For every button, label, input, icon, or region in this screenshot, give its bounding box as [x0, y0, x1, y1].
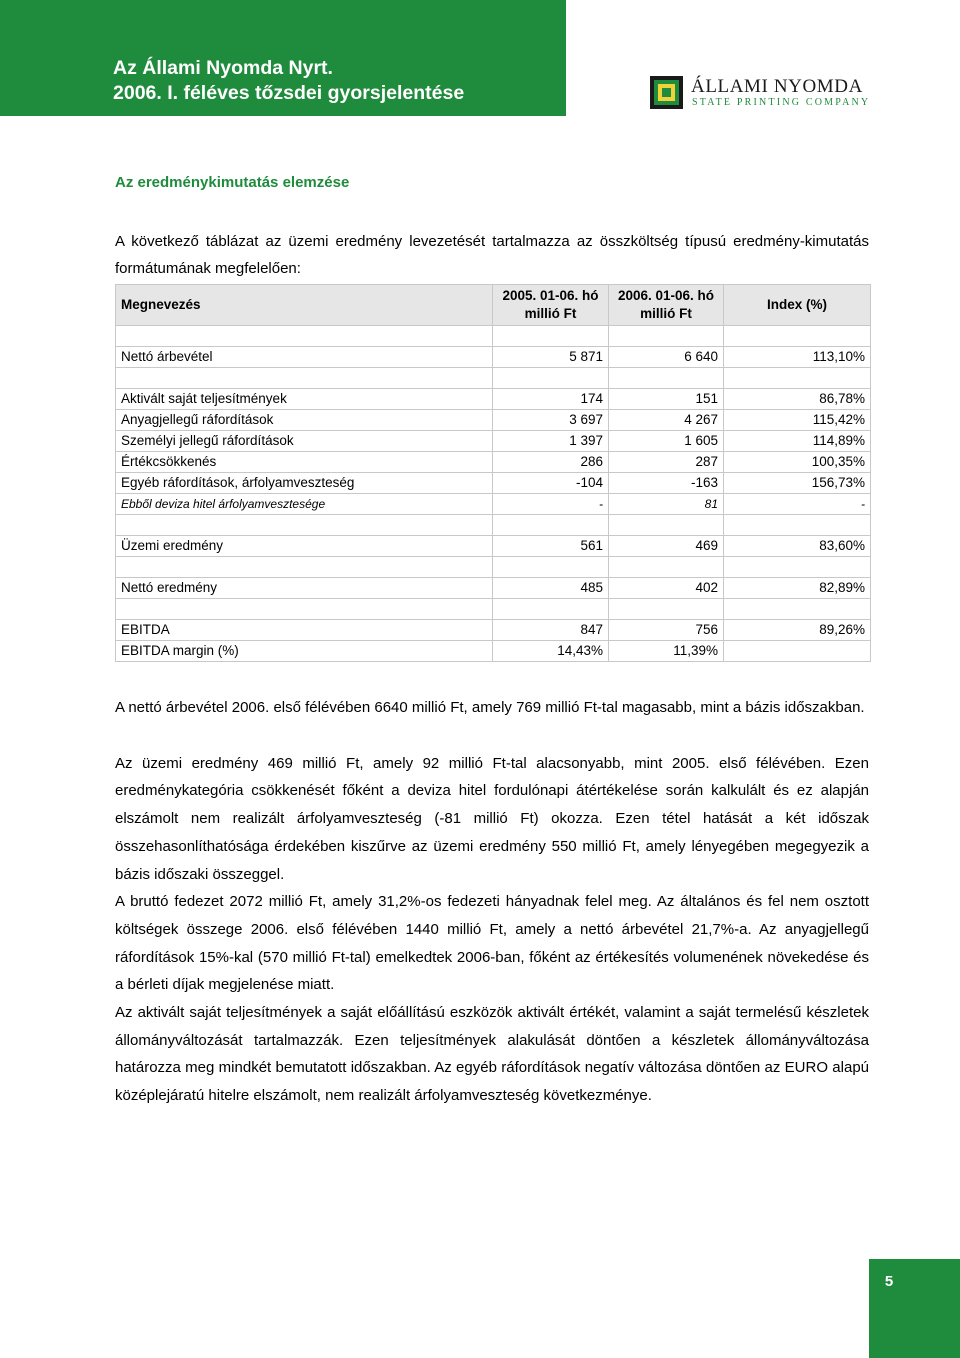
value-2005: 847	[493, 620, 609, 641]
row-label: Üzemi eredmény	[116, 536, 493, 557]
value-2005: 485	[493, 578, 609, 599]
value-index	[724, 641, 871, 662]
header-2005-unit: millió Ft	[524, 306, 577, 321]
row-label: EBITDA margin (%)	[116, 641, 493, 662]
value-index: 89,26%	[724, 620, 871, 641]
paragraph-own-work: Az aktivált saját teljesítmények a saját előállítású eszközök aktivált értékét, valamint a saját termelésű készletek állományváltozását tartalmazzák. Ezen teljesítmények alakulását döntően a készletek állományváltozása határozza meg mindkét bemutatott időszakban. Az egyéb ráfordítások negatív változása döntően az EURO alapú középlejáratú hitelre elszámolt, nem realizált árfolyamveszteség következménye.	[115, 1004, 869, 1105]
table-row	[116, 578, 871, 599]
intro-paragraph: A következő táblázat az üzemi eredmény levezetését tartalmazza az összköltség típusú eredmény-kimutatás formátumának megfelelően:	[115, 233, 869, 277]
income-statement-table-wrapper	[115, 284, 870, 662]
header-band	[0, 0, 566, 116]
value-2005: -	[493, 494, 609, 515]
row-label: Aktivált saját teljesítmények	[116, 389, 493, 410]
header-title	[113, 56, 464, 106]
value-index: -	[724, 494, 871, 515]
value-2005: 3 697	[493, 410, 609, 431]
logo-subtitle: STATE PRINTING COMPANY	[692, 97, 871, 108]
row-label: EBITDA	[116, 620, 493, 641]
value-index: 156,73%	[724, 473, 871, 494]
header-2005	[493, 285, 609, 326]
header-index: Index (%)	[724, 285, 871, 326]
income-statement-table	[115, 284, 871, 662]
value-2006: 4 267	[609, 410, 724, 431]
table-row	[116, 389, 871, 410]
value-index: 115,42%	[724, 410, 871, 431]
header-name: Megnevezés	[116, 285, 493, 326]
value-index: 83,60%	[724, 536, 871, 557]
value-index: 100,35%	[724, 452, 871, 473]
table-row	[116, 473, 871, 494]
value-2005: 5 871	[493, 347, 609, 368]
table-header-row	[116, 285, 871, 326]
value-index: 82,89%	[724, 578, 871, 599]
value-2005: 286	[493, 452, 609, 473]
paragraph-gross-margin: A bruttó fedezet 2072 millió Ft, amely 31,2%-os fedezeti hányadnak felel meg. Az általános és fel nem osztott költségek összege 2006. első félévében 1440 millió Ft, amely a nettó árbevétel 21,7%-a. Az anyagjellegű ráfordítások 15%-kal (570 millió Ft-tal) emelkedtek 2006-ban, főként az értékesítés volumenének növekedése és a bérleti díjak megjelenése miatt.	[115, 893, 869, 994]
value-index: 113,10%	[724, 347, 871, 368]
value-2005: 1 397	[493, 431, 609, 452]
value-2005: 14,43%	[493, 641, 609, 662]
spacer-row	[116, 326, 871, 347]
value-index: 114,89%	[724, 431, 871, 452]
value-2006: 151	[609, 389, 724, 410]
value-2006: 81	[609, 494, 724, 515]
row-label: Személyi jellegű ráfordítások	[116, 431, 493, 452]
table-row	[116, 452, 871, 473]
paragraph-operating-result: Az üzemi eredmény 469 millió Ft, amely 92 millió Ft-tal alacsonyabb, mint 2005. első félévében. Ezen eredménykategória csökkenését főként a deviza hitel fordulónapi átértékelése során kalkulált és ez alapján elszámolt nem realizált árfolyamveszteség (-81 millió Ft) okozza. Ezen tétel hatását a két időszak összehasonlíthatósága érdekében kiszűrve az üzemi eredmény 550 millió Ft, amely lényegében megegyezik a bázis időszaki összeggel.	[115, 754, 869, 883]
value-2006: 756	[609, 620, 724, 641]
header-2006-unit: millió Ft	[640, 306, 692, 321]
value-2006: 469	[609, 536, 724, 557]
spacer-row	[116, 557, 871, 578]
value-2006: 6 640	[609, 347, 724, 368]
spacer-row	[116, 368, 871, 389]
section-title: Az eredménykimutatás elemzése	[115, 174, 350, 191]
row-label: Nettó árbevétel	[116, 347, 493, 368]
row-label: Értékcsökkenés	[116, 452, 493, 473]
table-row	[116, 494, 871, 515]
row-label: Ebből deviza hitel árfolyamvesztesége	[116, 494, 493, 515]
logo-name: ÁLLAMI NYOMDA	[691, 76, 863, 97]
page-number-band	[869, 1259, 960, 1358]
header-2006-period: 2006. 01-06. hó	[617, 288, 715, 303]
value-2006: -163	[609, 473, 724, 494]
company-name: Az Állami Nyomda Nyrt.	[113, 57, 333, 79]
paragraph-revenue: A nettó árbevétel 2006. első félévében 6640 millió Ft, amely 769 millió Ft-tal magasabb, mint a bázis időszakban.	[115, 699, 865, 716]
value-2005: 174	[493, 389, 609, 410]
header-2005-period: 2005. 01-06. hó	[502, 288, 599, 303]
table-row	[116, 536, 871, 557]
value-2005: 561	[493, 536, 609, 557]
value-2006: 1 605	[609, 431, 724, 452]
table-row	[116, 641, 871, 662]
company-logo	[650, 76, 871, 110]
value-2005: -104	[493, 473, 609, 494]
table-row	[116, 347, 871, 368]
table-row	[116, 620, 871, 641]
header-2006	[609, 285, 724, 326]
value-2006: 402	[609, 578, 724, 599]
table-row	[116, 410, 871, 431]
value-index: 86,78%	[724, 389, 871, 410]
value-2006: 11,39%	[609, 641, 724, 662]
row-label: Egyéb ráfordítások, árfolyamveszteség	[116, 473, 493, 494]
row-label: Nettó eredmény	[116, 578, 493, 599]
table-row	[116, 431, 871, 452]
report-title: 2006. I. féléves tőzsdei gyorsjelentése	[113, 82, 465, 104]
row-label: Anyagjellegű ráfordítások	[116, 410, 493, 431]
logo-mark-icon	[650, 76, 683, 109]
spacer-row	[116, 515, 871, 536]
page-number: 5	[884, 1273, 894, 1290]
value-2006: 287	[609, 452, 724, 473]
spacer-row	[116, 599, 871, 620]
analysis-text	[115, 694, 869, 1110]
